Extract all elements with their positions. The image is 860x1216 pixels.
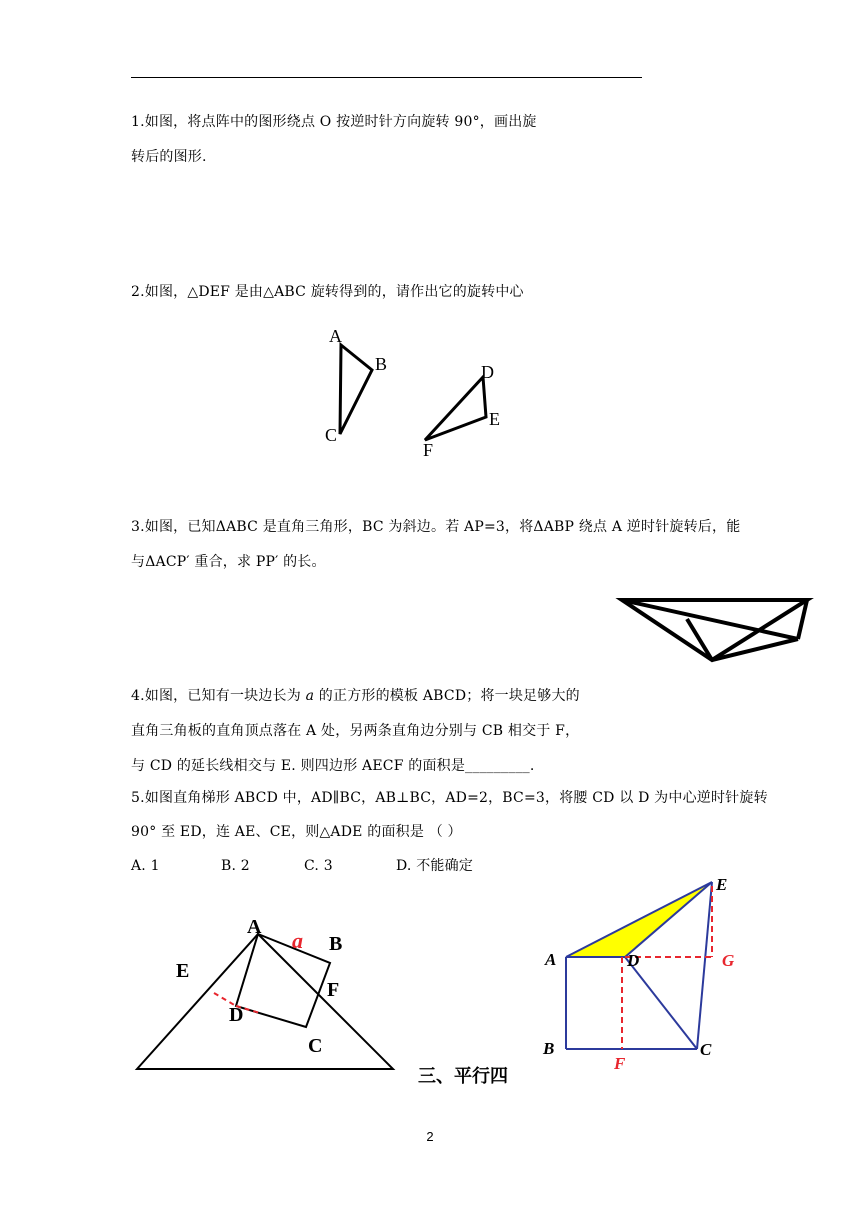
q4-label-f: F — [327, 979, 340, 1001]
triangle-abc — [340, 345, 372, 434]
q5-option-d: D. 不能确定 — [396, 858, 474, 874]
q5-label-f: F — [614, 1054, 626, 1073]
q2-label-f: F — [423, 440, 434, 460]
square-abcd — [236, 934, 330, 1027]
q2-label-d: D — [481, 362, 494, 382]
q3-text-line2: 与ΔACP′ 重合，求 PP′ 的长。 — [131, 554, 326, 570]
q4-text-pre: 4.如图，已知有一块边长为 — [131, 688, 306, 704]
q4-figure — [130, 912, 400, 1077]
q4-label-d: D — [229, 1004, 244, 1026]
q5-option-b: B. 2 — [221, 858, 250, 874]
q4-text-line3: 与 CD 的延长线相交与 E. 则四边形 AECF 的面积是_________. — [131, 758, 535, 774]
q3-text-line1: 3.如图，已知ΔABC 是直角三角形，BC 为斜边。若 AP=3，将ΔABP 绕点 A 逆时针旋转后，能 — [131, 519, 741, 535]
q4-text-line2: 直角三角板的直角顶点落在 A 处，另两条直角边分别与 CB 相交于 F， — [131, 723, 580, 739]
q5-label-c: C — [700, 1040, 712, 1059]
q5-text-line2: 90° 至 ED，连 AE、CE，则△ADE 的面积是 （ ） — [131, 824, 462, 840]
q5-option-a: A. 1 — [131, 858, 160, 874]
q4-label-a: A — [247, 916, 262, 938]
q2-label-b: B — [375, 354, 388, 374]
q2-label-e: E — [489, 409, 500, 429]
q4-text-var: a — [305, 688, 315, 704]
right-triangle-board — [137, 934, 393, 1069]
q1-text-line1: 1.如图，将点阵中的图形绕点 O 按逆时针方向旋转 90°，画出旋 — [131, 114, 537, 130]
q5-label-g: G — [722, 951, 735, 970]
q5-label-a: A — [545, 950, 557, 969]
page-number: 2 — [426, 1129, 434, 1144]
section-heading: 三、平行四 — [418, 1066, 508, 1087]
q2-label-c: C — [325, 425, 338, 445]
segment-dc — [625, 957, 697, 1049]
q4-text-line1 — [131, 686, 580, 706]
q4-text-post: 的正方形的模板 ABCD；将一块足够大的 — [314, 688, 580, 704]
q4-label-a-side: a — [292, 928, 303, 953]
q4-label-b: B — [329, 933, 343, 955]
q5-option-c: C. 3 — [304, 858, 333, 874]
q5-label-d: D — [627, 951, 640, 970]
q2-label-a: A — [329, 326, 342, 346]
q5-label-b: B — [543, 1039, 555, 1058]
q5-label-e: E — [716, 875, 728, 894]
q4-label-c: C — [308, 1035, 323, 1057]
q5-text-line1: 5.如图直角梯形 ABCD 中，AD∥BC，AB⊥BC，AD=2，BC=3，将腰 CD 以 D 为中心逆时针旋转 — [131, 790, 768, 806]
q5-figure — [540, 872, 750, 1072]
q1-text-line2: 转后的图形. — [131, 149, 207, 165]
q2-figure — [320, 322, 520, 462]
q4-label-e: E — [176, 960, 190, 982]
segment-ce — [697, 882, 712, 1049]
q2-text-line1: 2.如图，△DEF 是由△ABC 旋转得到的，请作出它的旋转中心 — [131, 284, 524, 300]
header-rule — [131, 77, 642, 78]
triangle-def — [425, 377, 486, 440]
q3-figure — [615, 592, 815, 666]
triangle-abc-outline — [622, 600, 807, 660]
